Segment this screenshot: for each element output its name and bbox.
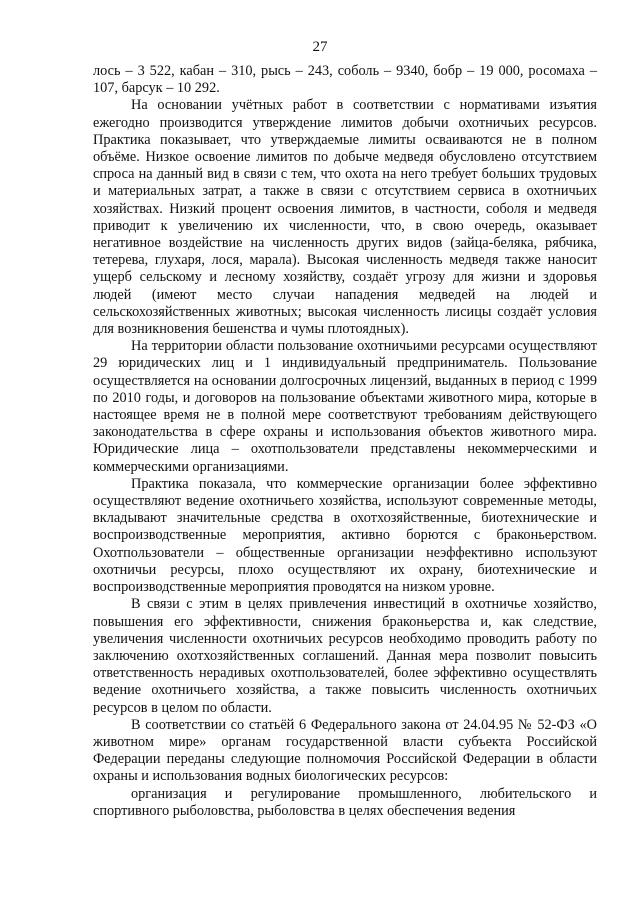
paragraph-7: организация и регулирование промышленного, любительского и спортивного рыболовства, рыболовства в целях обеспечения ведения	[93, 785, 597, 819]
paragraph-6: В соответствии со статьёй 6 Федерального закона от 24.04.95 № 52-ФЗ «О животном мире» органам государственной власти субъекта Российской Федерации переданы следующие полномочия Российской Федерации в области охраны и использования водных биологических ресурсов:	[93, 716, 597, 785]
body-text	[93, 63, 597, 820]
page-number: 27	[312, 39, 328, 55]
paragraph-4: Практика показала, что коммерческие организации более эффективно осуществляют ведение охотничьего хозяйства, используют современные методы, вкладывают значительные средства в охотхозяйственные, биотехнические и воспроизводственные мероприятия, активно борются с браконьерством. Охотпользователи – общественные организации неэффективно используют охотничьи ресурсы, плохо осуществляют их охрану, биотехнические и воспроизводственные мероприятия проводятся на низком уровне.	[93, 475, 597, 596]
paragraph-5: В связи с этим в целях привлечения инвестиций в охотничье хозяйство, повышения его эффективности, снижения браконьерства и, как следствие, увеличения численности охотничьих ресурсов необходимо проводить работу по заключению охотхозяйственных соглашений. Данная мера позволит повысить ответственность нерадивых охотпользователей, более эффективно осуществлять ведение охотничьего хозяйства, а также повысить численность охотничьих ресурсов в целом по области.	[93, 596, 597, 716]
paragraph-1: лось – 3 522, кабан – 310, рысь – 243, соболь – 9340, бобр – 19 000, росомаха – 107, барсук – 10 292.	[93, 63, 597, 97]
paragraph-3: На территории области пользование охотничьими ресурсами осуществляют 29 юридических лиц и 1 индивидуальный предприниматель. Пользование осуществляется на основании долгосрочных лицензий, выданных в период с 1999 по 2010 годы, и договоров на пользование объектами животного мира, которые в настоящее время не в полной мере соответствуют требованиям действующего законодательства в сфере охраны и использования объектов животного мира. Юридические лица – охотпользователи представлены некоммерческими и коммерческими организациями.	[93, 338, 597, 475]
paragraph-2: На основании учётных работ в соответствии с нормативами изъятия ежегодно производится утверждение лимитов добычи охотничьих ресурсов. Практика показывает, что утверждаемые лимиты осваиваются не в полном объёме. Низкое освоение лимитов по добыче медведя обусловлено отсутствием спроса на данный вид в связи с тем, что охота на него требует больших трудовых и материальных затрат, а также в связи с отсутствием сервиса в охотничьих хозяйствах. Низкий процент освоения лимитов, в частности, соболя и медведя приводит к увеличению их численности, что, в свою очередь, оказывает негативное воздействие на численность других видов (зайца-беляка, рябчика, тетерева, глухаря, лося, марала). Высокая численность медведя также наносит ущерб сельскому и лесному хозяйству, создаёт угрозу для жизни и здоровья людей (имеют место случаи нападения медведей на людей и сельскохозяйственных животных; высокая численность лисицы создаёт условия для возникновения бешенства и чумы плотоядных).	[93, 97, 597, 338]
